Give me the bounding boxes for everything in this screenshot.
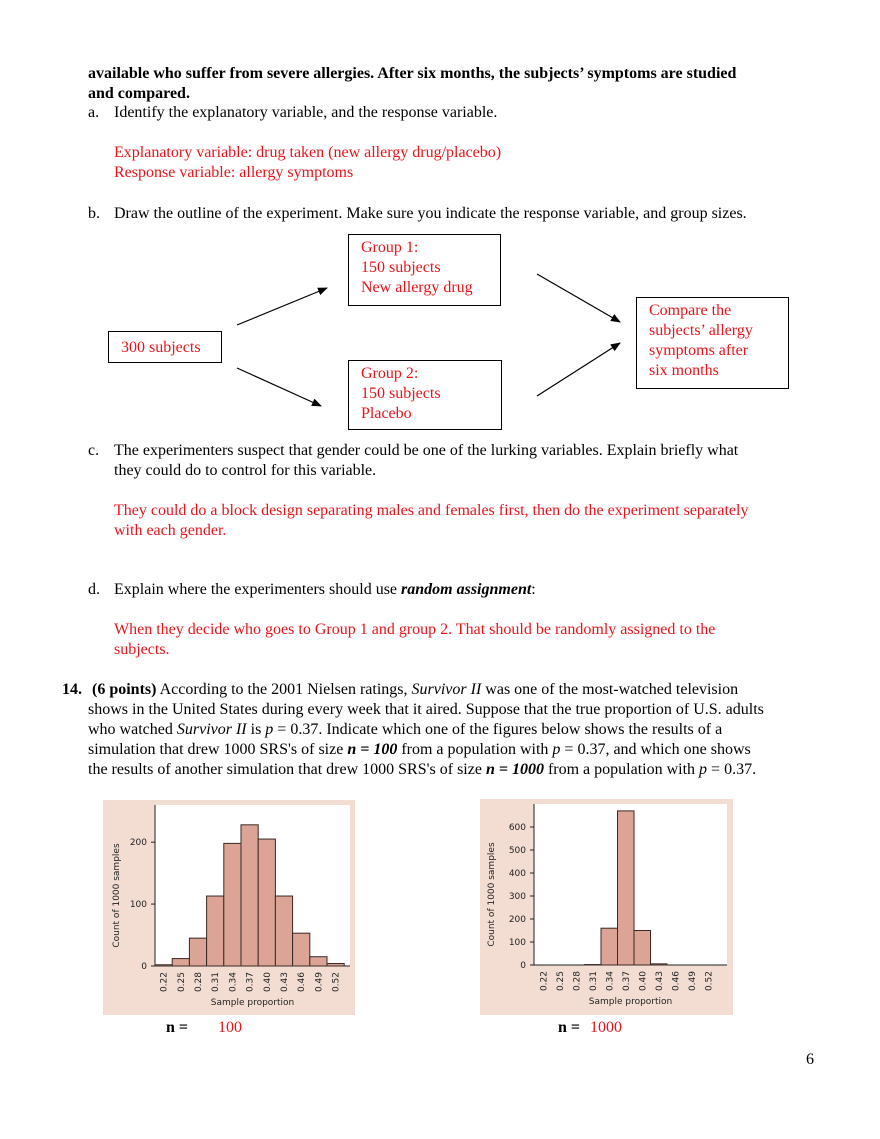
group2-box-text: Group 2: 150 subjects Placebo: [361, 365, 441, 422]
q14-l3-p: p: [265, 721, 274, 738]
arrow-group1-to-compare: [537, 274, 620, 322]
histogram-bar: [327, 964, 344, 966]
y-tick-label: 200: [129, 838, 147, 849]
histogram-bar: [155, 965, 172, 966]
histogram-bar: [224, 843, 241, 966]
histogram-bar: [618, 811, 635, 965]
part-d-question-emph: random assignment: [401, 581, 532, 598]
histogram-bar: [241, 825, 258, 966]
part-d-question-pre: Explain where the experimenters should use: [114, 581, 402, 598]
x-tick-label: 0.31: [588, 971, 599, 992]
compare-box: [636, 297, 789, 389]
q14-show-title-2: Survivor II: [176, 721, 247, 738]
histogram-left-panel: [103, 800, 355, 1015]
part-b-question: Draw the outline of the experiment. Make sure you indicate the response variable, and group sizes.: [114, 205, 747, 222]
q14-l5-p: p: [699, 761, 708, 778]
group2-box: [348, 360, 502, 430]
x-axis-label: Sample proportion: [210, 998, 295, 1008]
q14-line-1: [92, 680, 738, 700]
q14-l4-b: from a population with: [397, 741, 553, 758]
group1-box-text: Group 1: 150 subjects New allergy drug: [361, 239, 473, 296]
q14-show-title-1: Survivor II: [411, 681, 482, 698]
left-n-value: 100: [218, 1019, 242, 1036]
part-a-question: Identify the explanatory variable, and the response variable.: [114, 104, 498, 121]
histogram-left: [103, 800, 355, 1015]
q14-l3-c: = 0.37. Indicate which one of the figures below shows the results of a: [273, 721, 723, 738]
x-tick-label: 0.52: [331, 972, 342, 993]
histogram-bar: [172, 959, 189, 966]
x-tick-label: 0.40: [638, 971, 649, 992]
x-tick-label: 0.49: [314, 972, 325, 993]
part-a-marker: a.: [88, 104, 100, 121]
q14-line-3: [88, 720, 722, 740]
x-tick-label: 0.31: [211, 972, 222, 993]
x-tick-label: 0.37: [621, 971, 632, 992]
x-tick-label: 0.52: [704, 971, 715, 992]
x-tick-label: 0.34: [605, 971, 616, 992]
part-c-answer-2: with each gender.: [114, 522, 227, 539]
x-tick-label: 0.46: [297, 972, 308, 993]
part-a-answer-1: Explanatory variable: drug taken (new allergy drug/placebo): [114, 144, 502, 161]
start-box: [108, 331, 222, 363]
histogram-bar: [293, 933, 310, 966]
arrow-group2-to-compare: [537, 343, 620, 396]
x-tick-label: 0.46: [671, 971, 682, 992]
part-b-marker: b.: [88, 205, 100, 222]
x-tick-label: 0.43: [280, 972, 290, 993]
compare-box-text: Compare the subjects’ allergy symptoms after six months: [649, 302, 753, 379]
y-tick-label: 300: [508, 892, 526, 902]
q14-l3-b: is: [246, 721, 266, 738]
q14-l4-n: n = 100: [347, 741, 398, 758]
q14-l5-b: from a population with: [543, 761, 700, 778]
histogram-bar: [651, 964, 668, 965]
q14-points: (6 points): [92, 681, 157, 698]
part-d-question: [114, 580, 536, 600]
histogram-right: [480, 799, 733, 1015]
y-axis-label: Count of 1000 samples: [112, 843, 122, 948]
q14-l4-a: simulation that drew 1000 SRS's of size: [88, 741, 348, 758]
right-n-value: 1000: [590, 1019, 622, 1036]
x-tick-label: 0.28: [194, 972, 204, 993]
q14-l4-c: = 0.37, and which one shows: [560, 741, 751, 758]
y-tick-label: 100: [508, 938, 526, 948]
q14-line-4: [88, 740, 751, 760]
y-tick-label: 400: [508, 869, 526, 879]
histogram-bar: [601, 928, 618, 965]
intro-line-2: and compared.: [88, 85, 190, 102]
start-box-text: 300 subjects: [121, 339, 201, 356]
y-axis-label: Count of 1000 samples: [487, 842, 497, 947]
y-tick-label: 200: [508, 915, 526, 925]
q14-l1-b: was one of the most-watched television: [481, 681, 739, 698]
histogram-right-panel: [480, 799, 733, 1015]
group1-box: [348, 234, 501, 306]
x-tick-label: 0.40: [262, 972, 273, 993]
x-tick-label: 0.25: [176, 972, 187, 993]
q14-line-5: [88, 760, 756, 780]
y-tick-label: 0: [141, 962, 147, 972]
part-c-question-2: they could do to control for this variable.: [114, 462, 377, 479]
x-tick-label: 0.37: [245, 972, 256, 993]
part-d-marker: d.: [88, 581, 100, 598]
x-tick-label: 0.49: [687, 971, 698, 992]
x-axis-label: Sample proportion: [588, 997, 673, 1007]
intro-line-1: available who suffer from severe allergies. After six months, the subjects’ symptoms are studied: [88, 65, 737, 82]
part-a-answer-2: Response variable: allergy symptoms: [114, 164, 354, 181]
histogram-bar: [275, 896, 292, 966]
right-n-label: n =: [558, 1019, 581, 1036]
q14-number: 14.: [62, 681, 82, 698]
histogram-bar: [207, 896, 224, 966]
q14-l1-a: According to the 2001 Nielsen ratings,: [156, 681, 412, 698]
left-n-label: n =: [166, 1019, 189, 1036]
histogram-bar: [310, 957, 327, 966]
arrow-to-group1: [237, 288, 327, 325]
y-tick-label: 0: [520, 961, 526, 971]
q14-line-2: shows in the United States during every week that it aired. Suppose that the true proportion of U.S. adults: [88, 701, 764, 718]
x-tick-label: 0.34: [228, 972, 239, 993]
histogram-bar: [258, 839, 275, 966]
y-tick-label: 500: [508, 846, 526, 856]
q14-l5-c: = 0.37.: [707, 761, 757, 778]
histogram-bar: [189, 938, 206, 966]
x-tick-label: 0.28: [572, 971, 583, 992]
y-tick-label: 100: [129, 900, 147, 911]
q14-l5-n: n = 1000: [485, 761, 544, 778]
part-d-answer-1: When they decide who goes to Group 1 and group 2. That should be randomly assigned to the: [114, 621, 716, 638]
q14-l4-p: p: [552, 741, 561, 758]
y-tick-label: 600: [508, 823, 526, 833]
part-d-answer-2: subjects.: [114, 641, 170, 658]
part-c-answer-1: They could do a block design separating males and females first, then do the experiment separately: [114, 502, 749, 519]
x-tick-label: 0.22: [159, 972, 170, 993]
part-d-question-post: :: [531, 581, 536, 598]
histogram-bar: [634, 931, 651, 966]
part-c-question-1: The experimenters suspect that gender could be one of the lurking variables. Explain briefly what: [114, 442, 739, 459]
q14-l3-a: who watched: [88, 721, 177, 738]
x-tick-label: 0.43: [654, 971, 665, 992]
arrow-to-group2: [237, 368, 321, 406]
x-tick-label: 0.22: [539, 971, 550, 992]
x-tick-label: 0.25: [555, 971, 566, 992]
q14-l5-a: the results of another simulation that drew 1000 SRS's of size: [88, 761, 486, 778]
page-number: 6: [806, 1051, 814, 1068]
part-c-marker: c.: [88, 442, 100, 459]
